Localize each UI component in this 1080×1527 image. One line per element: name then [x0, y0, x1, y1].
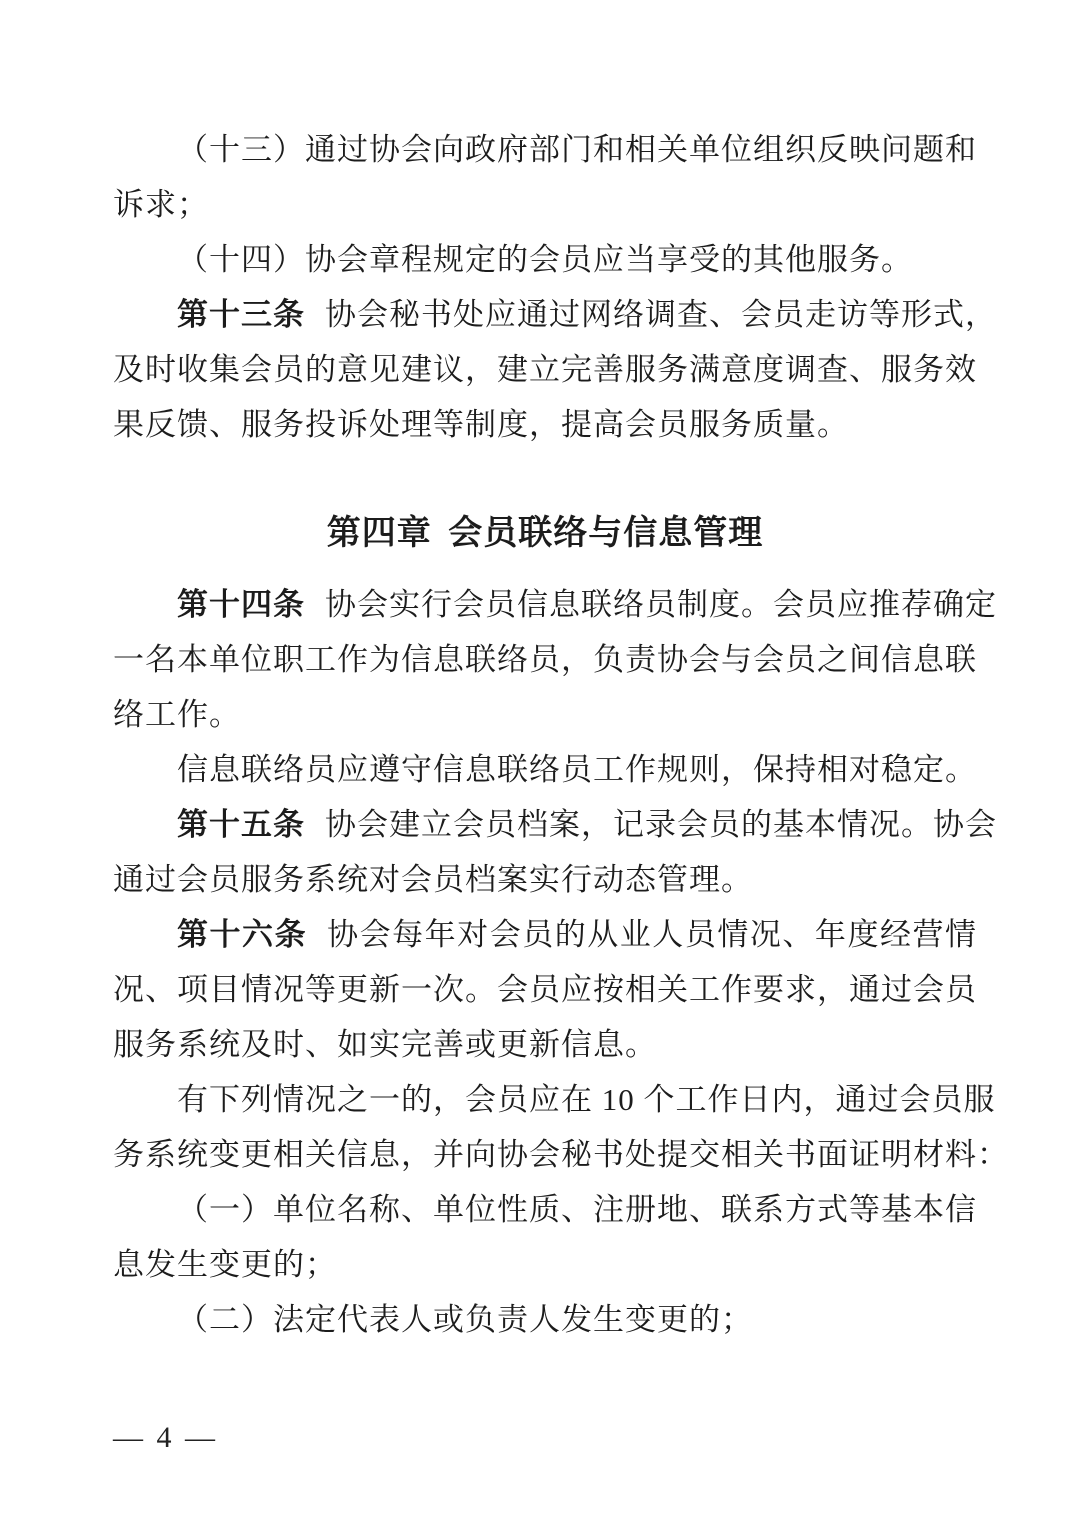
line-text: 一名本单位职工作为信息联络员，负责协会与会员之间信息联 [113, 642, 977, 677]
line-text: 络工作。 [113, 697, 241, 732]
line-text: 服务系统及时、如实完善或更新信息。 [113, 1027, 657, 1062]
line-text: 协会每年对会员的从业人员情况、年度经营情 [327, 917, 978, 952]
text-line [113, 122, 977, 177]
chapter-heading [113, 506, 977, 561]
line-text: （二）法定代表人或负责人发生变更的； [177, 1302, 753, 1337]
text-line [113, 1072, 996, 1127]
document-body [113, 122, 1009, 1347]
text-line [113, 742, 977, 797]
line-text: （一）单位名称、单位性质、注册地、联系方式等基本信 [177, 1192, 977, 1227]
line-text: 通过会员服务系统对会员档案实行动态管理。 [113, 862, 753, 897]
text-line [113, 232, 977, 287]
line-text: 果反馈、服务投诉处理等制度，提高会员服务质量。 [113, 407, 849, 442]
text-line [113, 1182, 977, 1237]
text-line [113, 1127, 1009, 1182]
text-line [113, 577, 997, 632]
line-text: 信息联络员应遵守信息联络员工作规则，保持相对稳定。 [177, 752, 977, 787]
text-line [113, 797, 997, 852]
article-number: 第十六条 [177, 917, 308, 952]
text-line [113, 852, 977, 907]
line-text: （十四）协会章程规定的会员应当享受的其他服务。 [177, 242, 913, 277]
line-text: 协会建立会员档案，记录会员的基本情况。协会 [325, 807, 997, 842]
line-text: 有下列情况之一的，会员应在 10 个工作日内，通过会员服 [177, 1082, 996, 1117]
page-number: — 4 — [113, 1421, 218, 1454]
line-text: 息发生变更的； [113, 1247, 337, 1282]
text-line [113, 632, 977, 687]
text-line [113, 342, 977, 397]
text-line [113, 1292, 977, 1347]
text-line [113, 1237, 977, 1292]
text-line [113, 287, 997, 342]
text-line [113, 907, 977, 962]
text-line [113, 687, 977, 742]
text-line [113, 962, 977, 1017]
line-text: （十三）通过协会向政府部门和相关单位组织反映问题和 [177, 132, 977, 167]
line-text: 况、项目情况等更新一次。会员应按相关工作要求，通过会员 [113, 972, 977, 1007]
line-text: 协会秘书处应通过网络调查、会员走访等形式， [325, 297, 997, 332]
line-text: 协会实行会员信息联络员制度。会员应推荐确定 [325, 587, 997, 622]
article-number: 第十四条 [177, 587, 305, 622]
text-line [113, 1017, 977, 1072]
line-text: 务系统变更相关信息，并向协会秘书处提交相关书面证明材料： [113, 1137, 1009, 1172]
chapter-heading-text: 第四章 会员联络与信息管理 [326, 514, 764, 552]
article-number: 第十三条 [177, 297, 305, 332]
line-text: 诉求； [113, 187, 209, 222]
article-number: 第十五条 [177, 807, 305, 842]
text-line [113, 177, 977, 232]
line-text: 及时收集会员的意见建议，建立完善服务满意度调查、服务效 [113, 352, 977, 387]
text-line [113, 397, 977, 452]
